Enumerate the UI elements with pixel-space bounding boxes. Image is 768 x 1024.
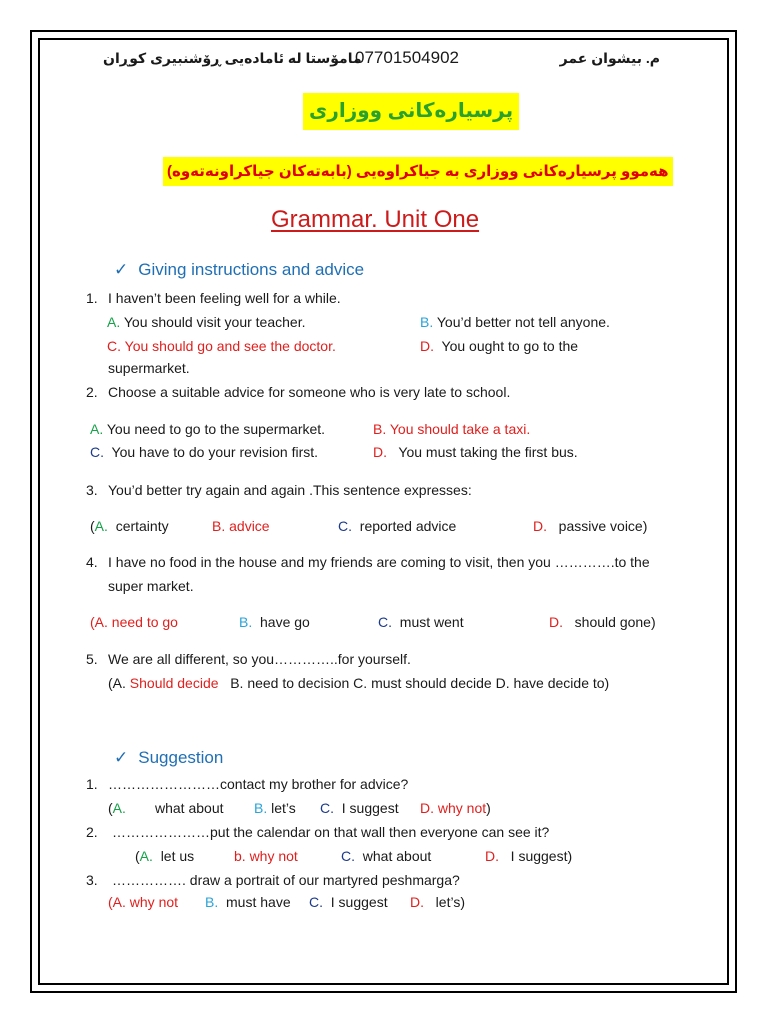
section-heading-advice bbox=[114, 260, 364, 280]
question-text: I have no food in the house and my friends are coming to visit, then you ………….to the bbox=[108, 554, 650, 570]
question-text-continued: super market. bbox=[108, 578, 194, 594]
option-b-correct: B. advice bbox=[212, 518, 270, 534]
teacher-name: م. بیشوان عمر bbox=[559, 50, 660, 66]
option-d: D. let’s) bbox=[410, 894, 465, 910]
option-c: C. must went bbox=[378, 614, 464, 630]
question-number: 2. bbox=[86, 824, 98, 840]
option-d-correct: D. why not) bbox=[420, 800, 491, 816]
option-d: D. should gone) bbox=[549, 614, 656, 630]
option-a: A. You should visit your teacher. bbox=[107, 314, 306, 330]
question-number: 5. bbox=[86, 651, 98, 667]
option-a-correct: (A. need to go bbox=[90, 614, 178, 630]
option-d: D. I suggest) bbox=[485, 848, 573, 864]
phone-number: 07701504902 bbox=[355, 48, 460, 67]
kurdish-title: پرسیارەکانی ووزاری bbox=[303, 93, 519, 130]
question-number: 4. bbox=[86, 554, 98, 570]
option-b-correct: b. why not bbox=[234, 848, 298, 864]
section-heading-suggestion bbox=[114, 748, 223, 768]
option-c: C. reported advice bbox=[338, 518, 457, 534]
question-text: …………………put the calendar on that wall then everyone can see it? bbox=[112, 824, 550, 840]
option-b: B. have go bbox=[239, 614, 310, 630]
question-number: 2. bbox=[86, 384, 98, 400]
option-a-text: what about bbox=[155, 800, 224, 816]
kurdish-subtitle: هەموو پرسیارەکانی ووزاری بە جیاکراوەیی (بابەتەکان جیاکراونەتەوە) bbox=[163, 157, 673, 186]
option-c: C. You have to do your revision first. bbox=[90, 444, 319, 460]
option-a: (A. bbox=[108, 800, 126, 816]
question-text: Choose a suitable advice for someone who is very late to school. bbox=[108, 384, 511, 400]
question-text: ……………. draw a portrait of our martyred peshmarga? bbox=[112, 872, 460, 888]
option-a: A. You need to go to the supermarket. bbox=[90, 421, 326, 437]
option-b: B. must have bbox=[205, 894, 291, 910]
school-name: ماموٚستا لە ئامادەیی ڕوٚشنبیری کوڕان bbox=[103, 50, 362, 66]
option-c: C. what about bbox=[341, 848, 432, 864]
option-d: D. You ought to go to the bbox=[420, 338, 579, 354]
check-icon: ✓ bbox=[114, 748, 129, 767]
question-number: 1. bbox=[86, 290, 98, 306]
option-c-correct: C. You should go and see the doctor. bbox=[107, 338, 336, 354]
question-text: I haven’t been feeling well for a while. bbox=[108, 290, 341, 306]
question-number: 1. bbox=[86, 776, 98, 792]
unit-title: Grammar. Unit One bbox=[271, 206, 480, 233]
option-b: B. let’s bbox=[254, 800, 296, 816]
option-d: D. passive voice) bbox=[533, 518, 648, 534]
option-c: C. I suggest bbox=[320, 800, 399, 816]
section-title: Giving instructions and advice bbox=[138, 260, 365, 279]
check-icon: ✓ bbox=[114, 260, 129, 279]
question-number: 3. bbox=[86, 872, 98, 888]
option-a: (A. certainty bbox=[90, 518, 169, 534]
question-number: 3. bbox=[86, 482, 98, 498]
option-a: (A. let us bbox=[135, 848, 195, 864]
section-title: Suggestion bbox=[138, 748, 224, 767]
option-b-correct: B. You should take a taxi. bbox=[373, 421, 531, 437]
option-d-continued: supermarket. bbox=[108, 360, 190, 376]
question-text: We are all different, so you…………..for yourself. bbox=[108, 651, 411, 667]
option-a-correct: (A. why not bbox=[108, 894, 179, 910]
option-b: B. You’d better not tell anyone. bbox=[420, 314, 610, 330]
option-d: D. You must taking the first bus. bbox=[373, 444, 578, 460]
question-text: You’d better try again and again .This sentence expresses: bbox=[108, 482, 472, 498]
option-c: C. I suggest bbox=[309, 894, 388, 910]
question-text: ……………………contact my brother for advice? bbox=[108, 776, 409, 792]
options-line: (A. Should decide B. need to decision C. must should decide D. have decide to) bbox=[108, 675, 610, 691]
